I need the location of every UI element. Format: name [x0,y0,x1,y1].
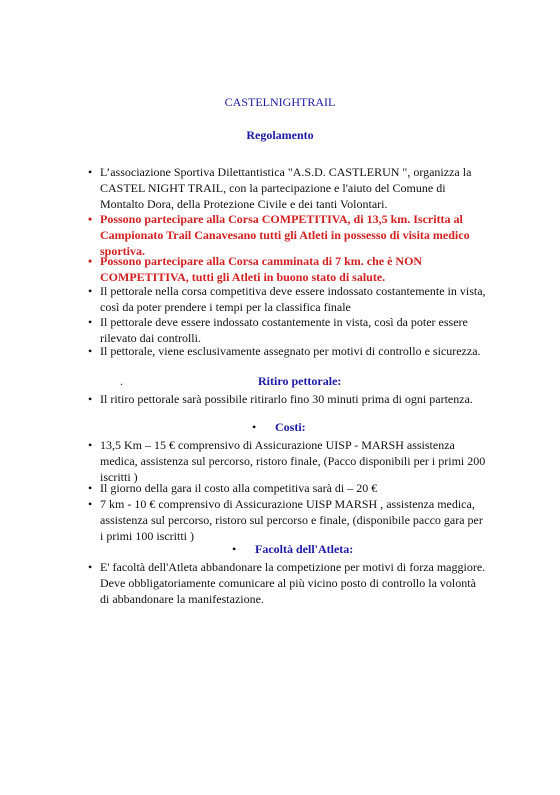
bullet-icon: • [88,315,93,329]
bullet-icon: • [88,392,93,406]
bullet-icon: • [88,560,93,574]
section-dot: . [120,374,123,388]
list-item: • L’associazione Sportiva Dilettantistica "A.S.D. CASTLERUN ", organizza la CASTEL NIGHT TRAIL, con la partecipazione e l'aiuto del Comune di Montalto Dora, della Protezione Civile e dei tanti Volontari. [88,165,472,211]
bullet-icon: • [252,420,257,434]
bullet-icon: • [88,254,93,268]
list-item: • Il giorno della gara il costo alla competitiva sarà di – 20 € [88,481,378,495]
section-heading-facolta: Facoltà dell'Atleta: [255,542,354,556]
list-item: • Il pettorale nella corsa competitiva deve essere indossato costantemente in vista, così da poter prendere i tempi per la classifica finale [88,284,486,314]
list-item: • Il pettorale, viene esclusivamente assegnato per motivi di controllo e sicurezza. [88,344,481,358]
bullet-icon: • [88,165,93,179]
list-item: • Possono partecipare alla Corsa COMPETITIVA, di 13,5 km. Iscritta al Campionato Trail Canavesano tutti gli Atleti in possesso di visita medico sportiva. [88,212,470,258]
bullet-icon: • [88,438,93,452]
list-item: • Il ritiro pettorale sarà possibile ritirarlo fino 30 minuti prima di ogni partenza. [88,392,473,406]
document-title: CASTELNIGHTRAIL [224,95,336,109]
document-subtitle: Regolamento [246,128,314,142]
bullet-icon: • [88,481,93,495]
list-item: • Il pettorale deve essere indossato costantemente in vista, così da poter essere rilevato dai controlli. [88,315,468,345]
bullet-icon: • [88,284,93,298]
list-item: • Possono partecipare alla Corsa camminata di 7 km. che è NON COMPETITIVA, tutti gli Atleti in buono stato di salute. [88,254,423,284]
list-item: • 7 km - 10 € comprensivo di Assicurazione UISP MARSH , assistenza medica, assistenza sul percorso, ristoro sul percorso e finale, (disponibile pacco gara per i primi 100 iscritti ) [88,497,483,543]
section-heading-ritiro: Ritiro pettorale: [258,374,342,388]
list-item: • 13,5 Km – 15 € comprensivo di Assicurazione UISP - MARSH assistenza medica, assistenza sul percorso, ristoro finale, (Pacco disponibili per i primi 200 iscritti ) [88,438,486,484]
bullet-icon: • [88,344,93,358]
section-heading-costi: Costi: [275,420,306,434]
bullet-icon: • [88,212,93,226]
bullet-icon: • [232,542,237,556]
bullet-icon: • [88,497,93,511]
list-item: • E' facoltà dell'Atleta abbandonare la competizione per motivi di forza maggiore. Deve obbligatoriamente comunicare al più vicino posto di controllo la volontà di abbandonare la manifestazione. [88,560,486,606]
